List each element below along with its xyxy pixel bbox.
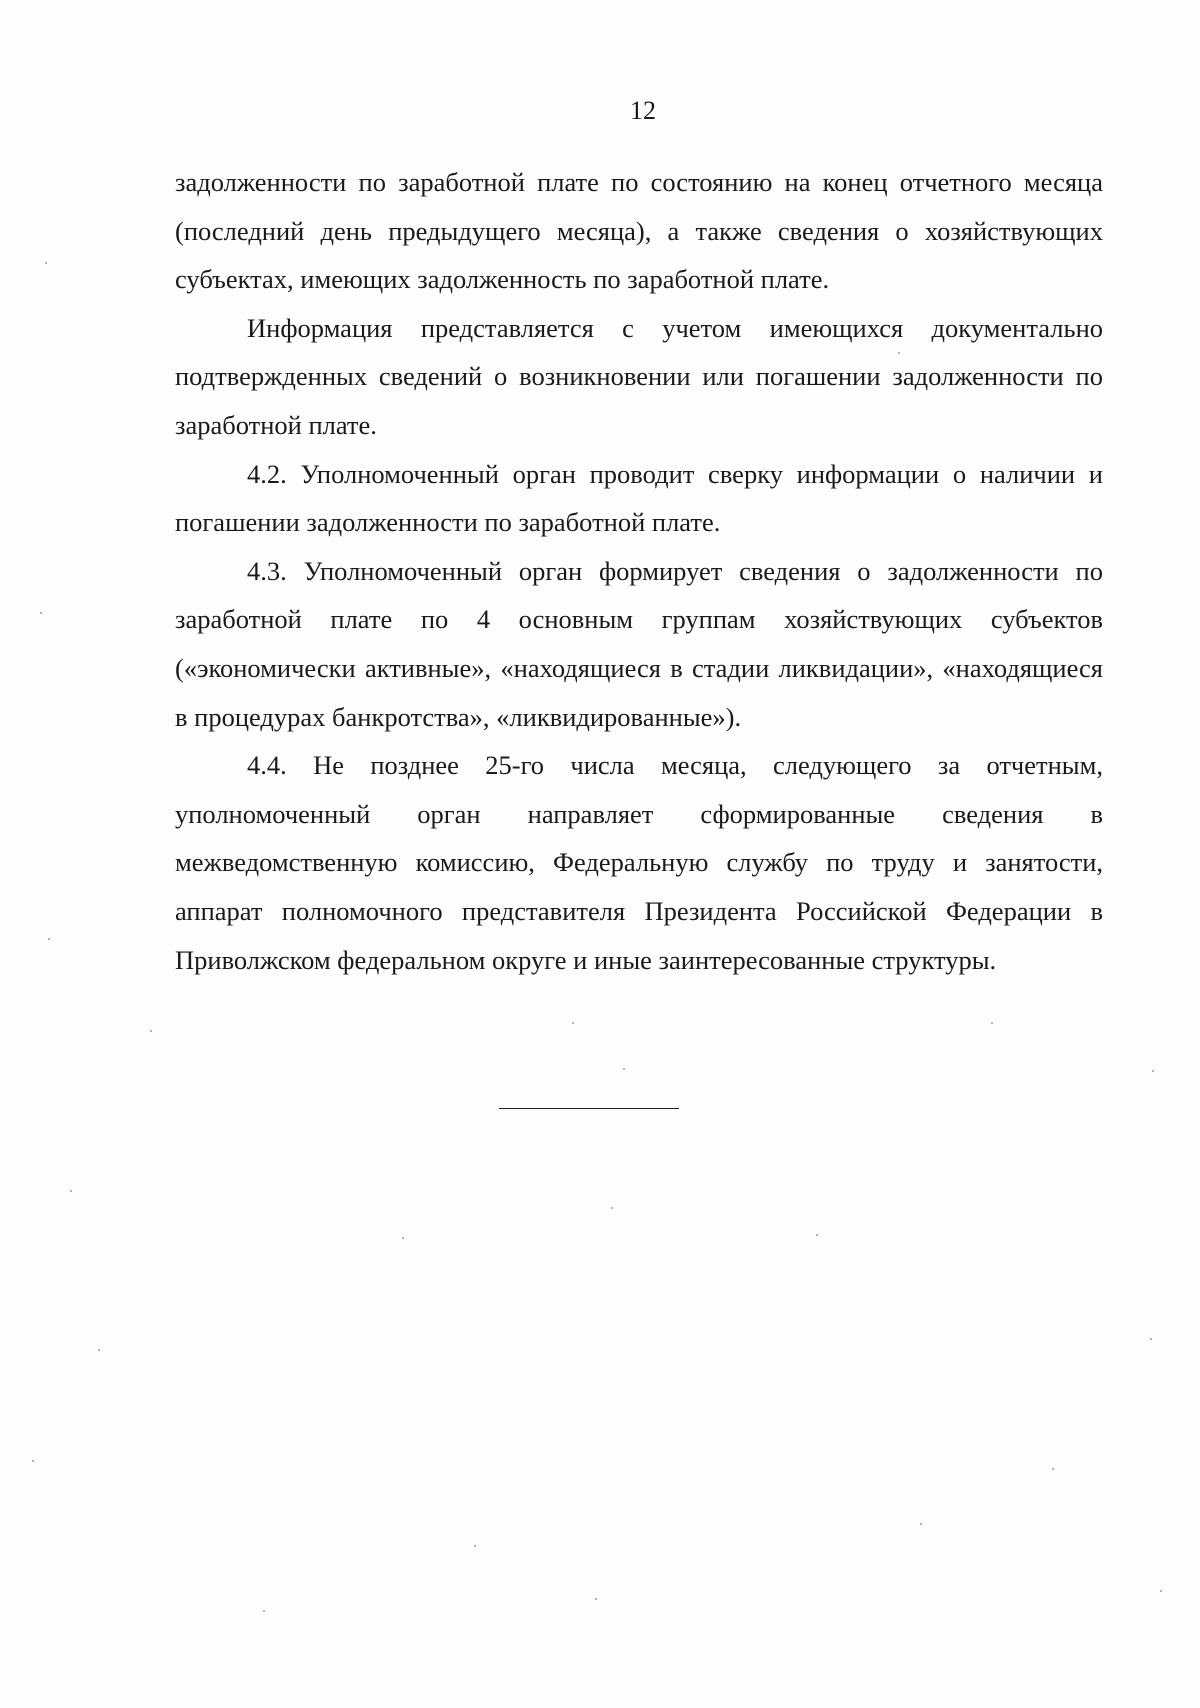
scan-speck [572, 1022, 574, 1024]
scan-speck [1150, 1338, 1152, 1340]
paragraph-clause-4-2: 4.2. Уполномоченный орган проводит сверку информации о наличии и погашении задолженности по заработной плате. [175, 458, 1103, 538]
scan-speck [474, 1545, 476, 1547]
scan-speck [611, 1207, 613, 1209]
scan-speck [1160, 1590, 1162, 1592]
scan-speck [991, 1022, 993, 1024]
scan-speck [898, 352, 900, 354]
paragraph-clause-4-3: 4.3. Уполномоченный орган формирует сведения о задолженности по заработной плате по 4 основным группам хозяйствующих субъектов («экономически активные», «находящиеся в стадии ликвидации», «находящиеся в процедурах банкротства», «ликвидированные»). [175, 555, 1103, 732]
paragraph-info-provided: Информация представляется с учетом имеющихся документально подтвержденных сведений о возникновении или погашении задолженности по заработной плате. [175, 312, 1103, 440]
end-of-text-divider [499, 1108, 679, 1109]
scan-speck [48, 938, 50, 940]
scan-speck [70, 1190, 72, 1192]
scan-speck [98, 1349, 100, 1351]
scan-speck [1052, 1468, 1054, 1470]
document-body [175, 158, 1103, 984]
scan-speck [623, 1068, 625, 1070]
scan-speck [595, 1598, 597, 1600]
scan-speck [45, 262, 47, 264]
page-number: 12 [630, 96, 656, 125]
scan-speck [150, 1030, 152, 1032]
scan-speck [1152, 1070, 1154, 1072]
scan-speck [32, 1460, 34, 1462]
paragraph-clause-4-4: 4.4. Не позднее 25-го числа месяца, следующего за отчетным, уполномоченный орган направляет сформированные сведения в межведомственную комиссию, Федеральную службу по труду и занятости, аппарат полномочного представителя Президента Российской Федерации в Приволжском федеральном округе и иные заинтересованные структуры. [175, 750, 1103, 975]
scan-speck [402, 1237, 404, 1239]
paragraph-continuation: задолженности по заработной плате по состоянию на конец отчетного месяца (последний день предыдущего месяца), а также сведения о хозяйствующих субъектах, имеющих задолженность по заработной плате. [175, 167, 1103, 295]
scan-speck [816, 1234, 818, 1236]
scan-speck [920, 1523, 922, 1525]
scan-speck [263, 1610, 265, 1612]
scan-speck [40, 612, 42, 614]
